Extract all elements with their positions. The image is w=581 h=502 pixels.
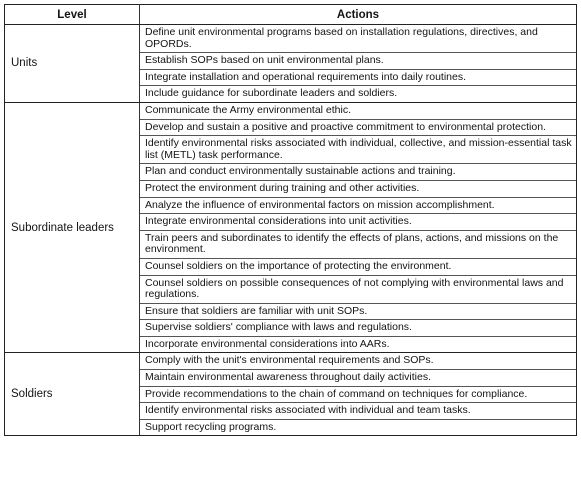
action-item: Communicate the Army environmental ethic.	[140, 103, 576, 120]
table-row	[5, 25, 577, 103]
action-item: Comply with the unit's environmental requirements and SOPs.	[140, 353, 576, 370]
level-cell: Units	[5, 25, 140, 103]
action-item: Define unit environmental programs based on installation regulations, directives, and OPORDs.	[140, 25, 576, 53]
action-item: Train peers and subordinates to identify the effects of plans, actions, and missions on the environment.	[140, 231, 576, 259]
action-item: Establish SOPs based on unit environmental plans.	[140, 53, 576, 70]
level-column-header: Level	[5, 5, 140, 25]
action-item: Include guidance for subordinate leaders and soldiers.	[145, 87, 398, 100]
action-item: Counsel soldiers on possible consequences of not complying with environmental laws and regulations.	[140, 276, 576, 304]
action-item: Develop and sustain a positive and proactive commitment to environmental protection.	[140, 120, 576, 137]
action-item: Supervise soldiers' compliance with laws and regulations.	[140, 320, 576, 337]
actions-column-header: Actions	[140, 5, 577, 25]
actions-cell	[140, 353, 577, 436]
action-item: Protect the environment during training and other activities.	[140, 181, 576, 198]
action-item: Incorporate environmental considerations into AARs.	[145, 337, 390, 350]
action-item: Integrate environmental considerations into unit activities.	[140, 214, 576, 231]
level-cell: Subordinate leaders	[5, 102, 140, 353]
action-item: Analyze the influence of environmental factors on mission accomplishment.	[140, 198, 576, 215]
action-item: Counsel soldiers on the importance of protecting the environment.	[140, 259, 576, 276]
table-header-row	[5, 5, 577, 25]
actions-cell	[140, 25, 577, 103]
level-cell: Soldiers	[5, 353, 140, 436]
table-row	[5, 353, 577, 436]
actions-cell	[140, 102, 577, 353]
action-item: Maintain environmental awareness throughout daily activities.	[140, 370, 576, 387]
action-item: Identify environmental risks associated with individual, collective, and mission-essential task list (METL) task performance.	[140, 136, 576, 164]
responsibilities-table	[4, 4, 577, 436]
action-item: Integrate installation and operational requirements into daily routines.	[140, 70, 576, 87]
table-row	[5, 102, 577, 353]
action-item: Ensure that soldiers are familiar with unit SOPs.	[140, 304, 576, 321]
action-item: Identify environmental risks associated with individual and team tasks.	[140, 403, 576, 420]
action-item: Support recycling programs.	[145, 420, 277, 433]
action-item: Provide recommendations to the chain of command on techniques for compliance.	[140, 387, 576, 404]
action-item: Plan and conduct environmentally sustainable actions and training.	[140, 164, 576, 181]
